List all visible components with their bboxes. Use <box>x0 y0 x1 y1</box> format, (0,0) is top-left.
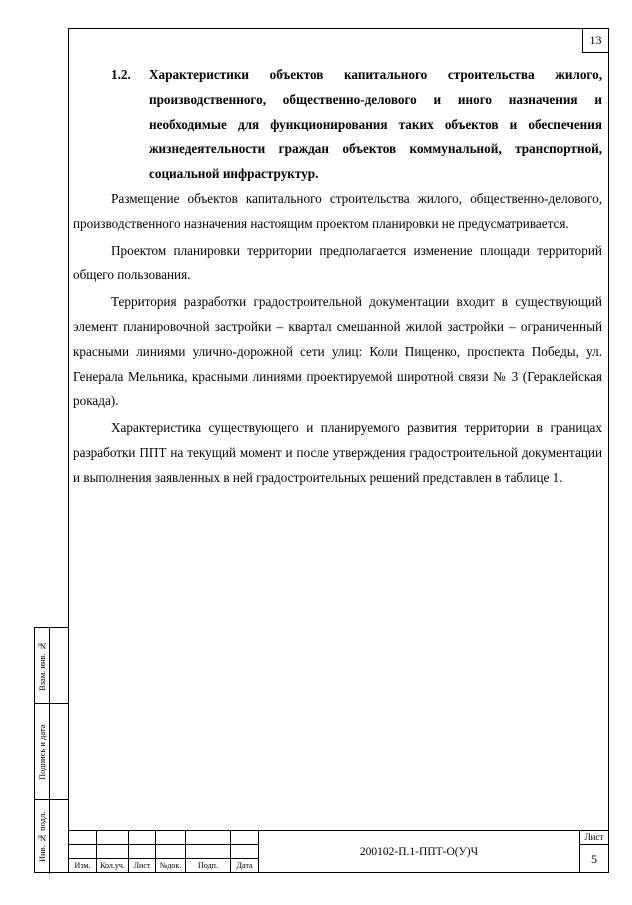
side-label-vzam: Взам. инв. № <box>37 641 47 691</box>
stamp-cell <box>97 831 129 845</box>
stamp-header-data: Дата <box>231 859 259 873</box>
stamp-header-izm: Изм. <box>69 859 97 873</box>
stamp-cell <box>69 831 97 845</box>
stamp-cell <box>186 831 231 845</box>
stamp-cell <box>156 845 186 859</box>
stamp-header-kolych: Кол.уч. <box>97 859 129 873</box>
section-title: Характеристики объектов капитального строительства жилого, производственного, общественно-делового и иного назначения и необходимые для функционирования таких объектов и обеспечения жизнедеятельности граждан объектов коммунальной, транспортной, социальной инфраструктур. <box>149 67 602 182</box>
side-label-inv: Инв. № подл. <box>37 811 47 863</box>
stamp-cell <box>97 845 129 859</box>
page-frame <box>68 28 609 873</box>
sheet-number: 5 <box>591 852 597 866</box>
page-content <box>73 63 602 493</box>
stamp-cell <box>156 831 186 845</box>
side-cell-inv <box>35 800 68 874</box>
page-number: 13 <box>582 29 608 53</box>
stamp-header-podp: Подп. <box>186 859 231 873</box>
stamp-header-list: Лист <box>129 859 156 873</box>
stamp-cell <box>69 845 97 859</box>
paragraph-4: Характеристика существующего и планируемого развития территории в границах разработки ППТ на текущий момент и после утверждения градостроительной документации и выполнения заявленных в ней градостроительных решений представлен в таблице 1. <box>73 420 602 485</box>
stamp-sheet <box>580 831 608 872</box>
side-cell-podpis <box>35 704 68 800</box>
side-cell-vzam <box>35 628 68 704</box>
paragraph-1: Размещение объектов капитального строительства жилого, общественно-делового, производственного назначения настоящим проектом планировки не предусматривается. <box>73 190 602 231</box>
stamp-header-ndok: №док. <box>156 859 186 873</box>
side-label-podpis: Подпись и дата <box>37 724 47 780</box>
stamp-cell <box>231 831 259 845</box>
title-block <box>69 830 608 872</box>
side-binding-strip <box>34 627 68 873</box>
stamp-cell <box>231 845 259 859</box>
stamp-cell <box>129 845 156 859</box>
stamp-cell <box>186 845 231 859</box>
paragraph-2: Проектом планировки территории предполагается изменение площади территорий общего пользования. <box>73 242 602 283</box>
stamp-cell <box>129 831 156 845</box>
document-code: 200102-П.1-ППТ-О(У)Ч <box>259 831 580 872</box>
section-number: 1.2. <box>111 67 131 82</box>
section-heading <box>73 63 602 187</box>
paragraph-3: Территория разработки градостроительной документации входит в существующий элемент планировочной застройки – квартал смешанной жилой застройки – ограниченный красными линиями улично-дорожной сети улиц: Коли Пищенко, проспекта Победы, ул. Генерала Мельника, красными линиями проектируемой широтной связи № 3 (Гераклейская рокада). <box>73 294 602 409</box>
stamp-revision-grid <box>69 831 259 872</box>
sheet-label: Лист <box>580 831 608 845</box>
